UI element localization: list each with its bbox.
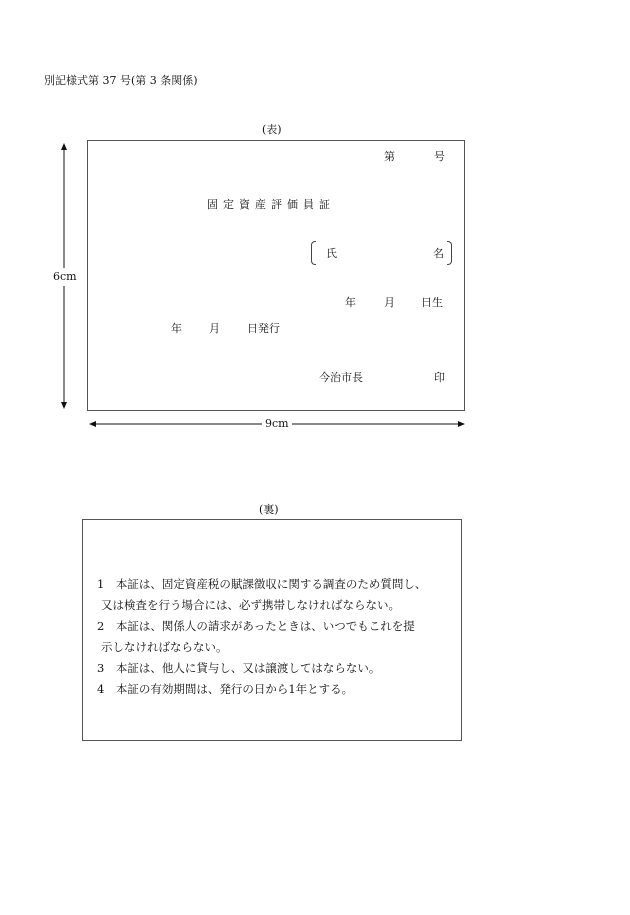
card-title: 固定資産評価員証 (207, 198, 335, 211)
name-bracket-left (311, 241, 316, 265)
note-line: 又は検査を行う場合には、必ず携帯しなければならない。 (101, 598, 400, 612)
seal-mark: 印 (434, 371, 445, 384)
note-line: 示しなければならない。 (101, 640, 228, 654)
name-mei: 名 (433, 247, 444, 260)
number-dai: 第 (384, 150, 395, 163)
number-go: 号 (434, 150, 445, 163)
name-shi: 氏 (326, 247, 337, 260)
note-line: 3 本証は、他人に貸与し、又は譲渡してはならない。 (97, 661, 381, 675)
back-card (82, 519, 462, 741)
issue-day: 日発行 (247, 322, 280, 335)
name-bracket-right (447, 241, 452, 265)
note-line: 2 本証は、関係人の請求があったときは、いつでもこれを提 (97, 619, 415, 633)
front-section-label: (表) (262, 123, 282, 136)
birth-month: 月 (384, 296, 395, 309)
back-section-label: (裏) (259, 503, 279, 516)
width-dimension-label: 9cm (262, 417, 292, 430)
note-line: 1 本証は、固定資産税の賦課徴収に関する調査のため質問し、 (97, 577, 427, 591)
front-card (87, 140, 465, 411)
height-dimension-label: 6cm (50, 270, 80, 283)
birth-day: 日生 (421, 296, 443, 309)
note-line: 4 本証の有効期間は、発行の日から1年とする。 (97, 682, 354, 696)
issuer-name: 今治市長 (319, 371, 363, 384)
form-title: 別記様式第 37 号(第 3 条関係) (44, 74, 198, 87)
issue-year: 年 (171, 322, 182, 335)
notes-list (97, 574, 426, 700)
issue-month: 月 (209, 322, 220, 335)
birth-year: 年 (345, 296, 356, 309)
